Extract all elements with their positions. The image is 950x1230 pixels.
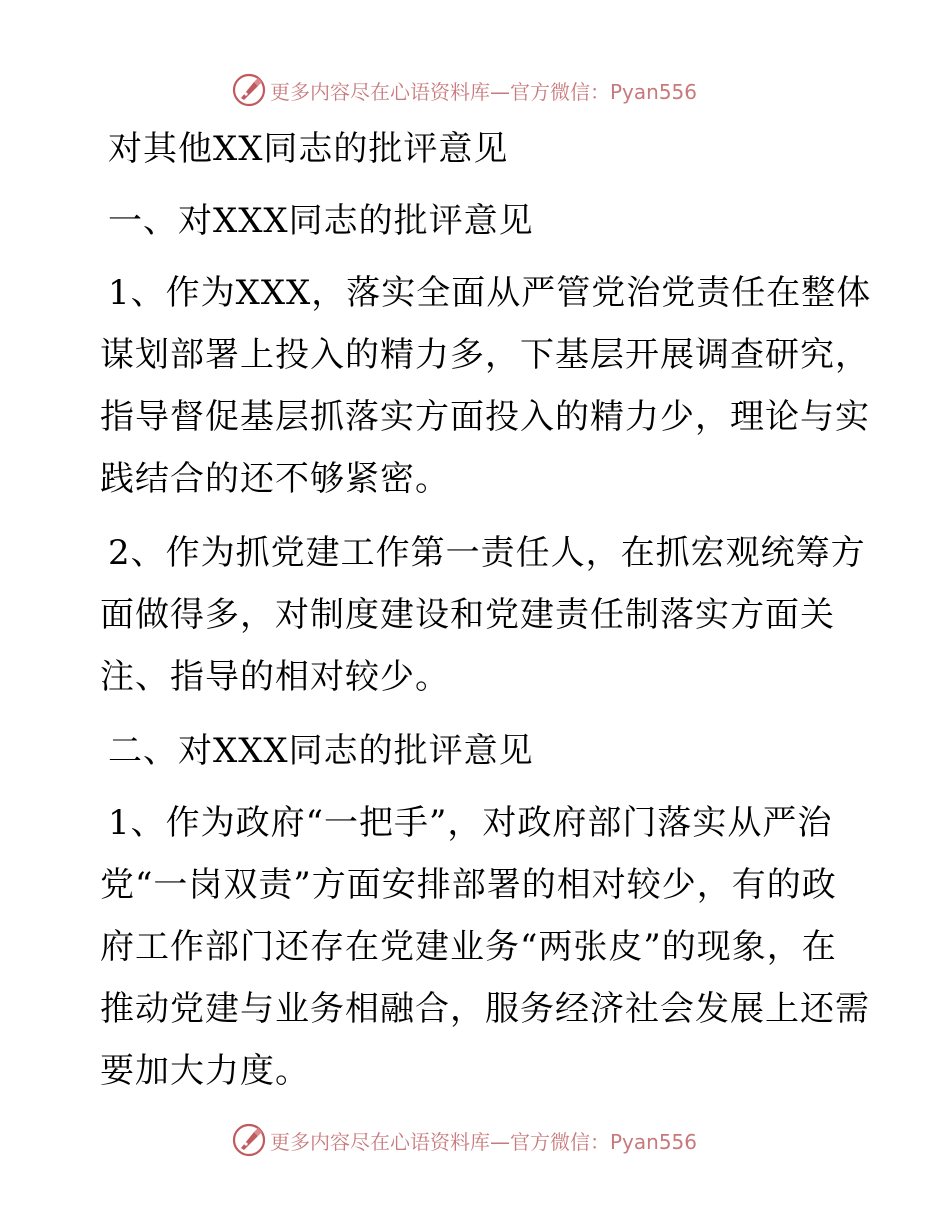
paragraph-line: 注、指导的相对较少。 — [100, 657, 450, 697]
paragraph — [100, 792, 870, 1102]
paragraph-line: 党“一岗双责”方面安排部署的相对较少，有的政 — [100, 865, 837, 905]
paragraph-line: 1、作为XXX，落实全面从严管党治党责任在整体 — [108, 273, 872, 313]
paragraph — [100, 262, 872, 510]
watermark-text: 更多内容尽在心语资料库—官方微信：Pyan556 — [270, 79, 698, 104]
paragraph-line: 面做得多，对制度建设和党建责任制落实方面关 — [100, 595, 835, 635]
pen-nib-logo-icon — [232, 73, 266, 107]
section-heading: 二、对XXX同志的批评意见 — [108, 731, 534, 771]
paragraph-line: 践结合的还不够紧密。 — [100, 459, 450, 499]
paragraph-line: 2、作为抓党建工作第一责任人，在抓宏观统筹方 — [108, 533, 866, 573]
watermark-footer — [232, 1122, 697, 1158]
paragraph-line: 指导督促基层抓落实方面投入的精力少，理论与实 — [100, 397, 870, 437]
paragraph-line: 府工作部门还存在党建业务“两张皮”的现象，在 — [100, 927, 837, 967]
paragraph-line: 要加大力度。 — [100, 1051, 310, 1091]
paragraph-line: 1、作为政府“一把手”，对政府部门落实从严治 — [108, 803, 833, 843]
paragraph-line: 谋划部署上投入的精力多，下基层开展调查研究， — [100, 335, 870, 375]
document-title: 对其他XX同志的批评意见 — [108, 129, 509, 169]
paragraph — [100, 522, 866, 708]
watermark-text: 更多内容尽在心语资料库—官方微信：Pyan556 — [270, 1129, 698, 1154]
section-heading: 一、对XXX同志的批评意见 — [108, 201, 534, 241]
document-body — [100, 120, 872, 1102]
paragraph-line: 推动党建与业务相融合，服务经济社会发展上还需 — [100, 989, 870, 1029]
watermark-header — [232, 72, 697, 108]
pen-nib-logo-icon — [232, 1123, 266, 1157]
